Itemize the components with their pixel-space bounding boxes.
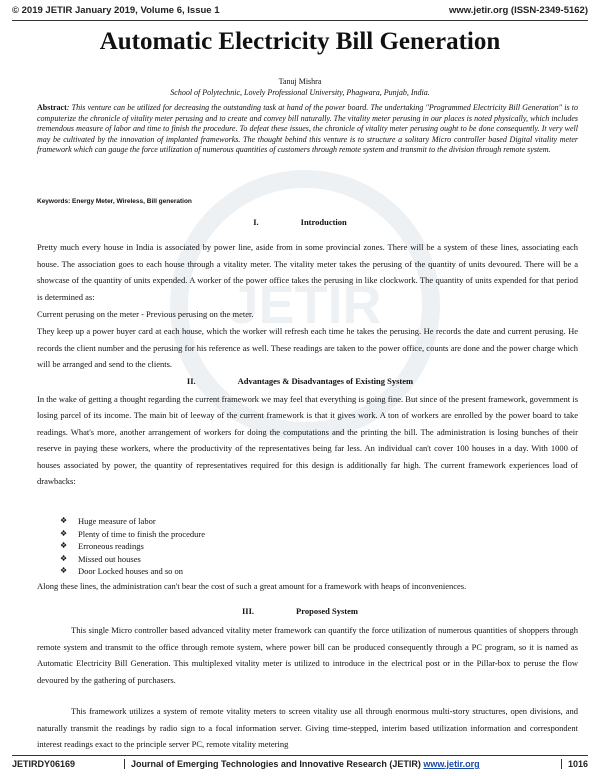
drawbacks-list [60,515,205,578]
footer-divider [12,755,588,756]
section-heading-introduction [0,217,600,227]
proposed-paragraph-2: This framework utilizes a system of remote vitality meters to screen vitality use all through enormous multi-story structures, open divisions, and naturally transmit the readings by radio sign to a focal information server. Giving time-stepped, interim based utilization information and correspondent interest readings exact to the principle server PC, remote vitality metering [37,706,578,750]
footer-page-number: 1016 [561,759,588,769]
section-title: Introduction [300,217,347,227]
advantages-paragraph-2: Along these lines, the administration can't bear the cost of such a great amount for a framework with heaps of inconveniences. [37,581,467,591]
bullet-diamond-icon: ❖ [60,553,68,563]
proposed-paragraph-1: This single Micro controller based advanced vitality meter framework can quantify the force utilization of numerous quantities of shoppers through remote system and transmit to the office through remote system, where power bill can be produced consequently through a PC program, so it is named as Automatic Electricity Bill Generation. This multiplexed vitality meter is utilized to introduce in the electrical post or in the Pillar-box to peruse the flow devoured by the gathering of purchasers. [37,625,578,685]
bullet-diamond-icon: ❖ [60,516,68,525]
author-affiliation: School of Polytechnic, Lovely Professional University, Phagwara, Punjab, India. [170,88,430,97]
list-item: ❖ Huge measure of labor [60,516,156,526]
intro-paragraph-3: They keep up a power buyer card at each house, which the worker will refresh each time he takes the perusing. He records the date and current perusing. He records the client number and the perusing for his reference as well. These readings are taken to the power office, counts are done and the power charge which will be arranged and send to the clients. [37,326,578,370]
footer-site-link[interactable]: www.jetir.org [423,759,480,769]
header-right: www.jetir.org (ISSN-2349-5162) [448,5,588,16]
keywords: Keywords: Energy Meter, Wireless, Bill generation [37,198,192,205]
section-heading-proposed [0,606,600,616]
jetir-watermark-logo: JETIR [170,170,440,440]
intro-paragraph-1: Pretty much every house in India is associated by power line, aside from in some provincial zones. There will be a system of these lines, associating each house. The association goes to each house through a vitality meter. The vitality meter takes the perusing of the quantity of units devoured. There will be a showcase of the quantity of units expended. A worker of the power office takes the perusing in like clockwork. The quantity of units expended for that period is determined as: [37,242,578,302]
abstract [37,103,578,156]
running-footer [12,759,588,772]
section-title: Advantages & Disadvantages of Existing System [237,376,414,386]
list-item: ❖ Door Locked houses and so on [60,566,184,577]
intro-paragraph-2: Current perusing on the meter - Previous perusing on the meter. [37,309,254,319]
footer-paper-id: JETIRDY06169 [12,759,76,769]
abstract-text: : This venture can be utilized for decreasing the outstanding task at hand of the power board. The undertaking "Programmed Electricity Bill Generation" is to computerize the chronicle of vitality meter perusing and to create and convey bill naturally. The vitality meter perusing in our places is noted physically, which includes tremendous measure of labor and time to finish the procedure. To defeat these issues, the chronicle of vitality meter perusing ought to be done consequently. It very well may be cultivated by the innovation of implanted frameworks. The thought behind this venture is to structure a solitary Micro controller based Digital vitality meter framework which can gauge the force utilization of numerous quantities of customers through remote system and transmit to the division through remote system. [37,103,578,155]
list-item: ❖ Missed out houses [60,553,141,564]
abstract-label: Abstract [37,103,67,112]
section-number: I. [253,217,259,227]
bullet-diamond-icon: ❖ [60,528,68,538]
section-number: II. [186,376,196,386]
header-divider [12,20,588,21]
list-item: ❖ Erroneous readings [60,541,144,552]
paper-title: Automatic Electricity Bill Generation [99,28,501,55]
section-number: III. [241,606,255,616]
running-header [12,5,588,19]
bullet-diamond-icon: ❖ [60,566,68,576]
author-name: Tanuj Mishra [278,77,322,86]
list-item: ❖ Plenty of time to finish the procedure [60,528,205,539]
header-left: © 2019 JETIR January 2019, Volume 6, Issue 1 [12,5,220,16]
bullet-diamond-icon: ❖ [60,541,68,551]
section-heading-advantages [0,376,600,386]
advantages-paragraph-1: In the wake of getting a thought regarding the current framework we may feel that everything is going fine. But since of the present framework, government is losing parcel of its income. The main bit of leeway of the current framework is that it gives work. A ton of workers are enrolled by the power board to take readings. What's more, another arrangement of workers for doing the computations and the printing the bill. The administration is losing bunches of their reserve in paying these workers, where the productivity of the representatives being far less. An individual can't cover 100 houses in a day. With 1000 of houses associated by power, the quantity of representatives required for this design is additionally far high. The current framework experiences load of drawbacks: [37,394,578,487]
footer-journal: Journal of Emerging Technologies and Innovative Research (JETIR) www.jetir.org [124,759,480,769]
section-title: Proposed System [296,606,358,616]
